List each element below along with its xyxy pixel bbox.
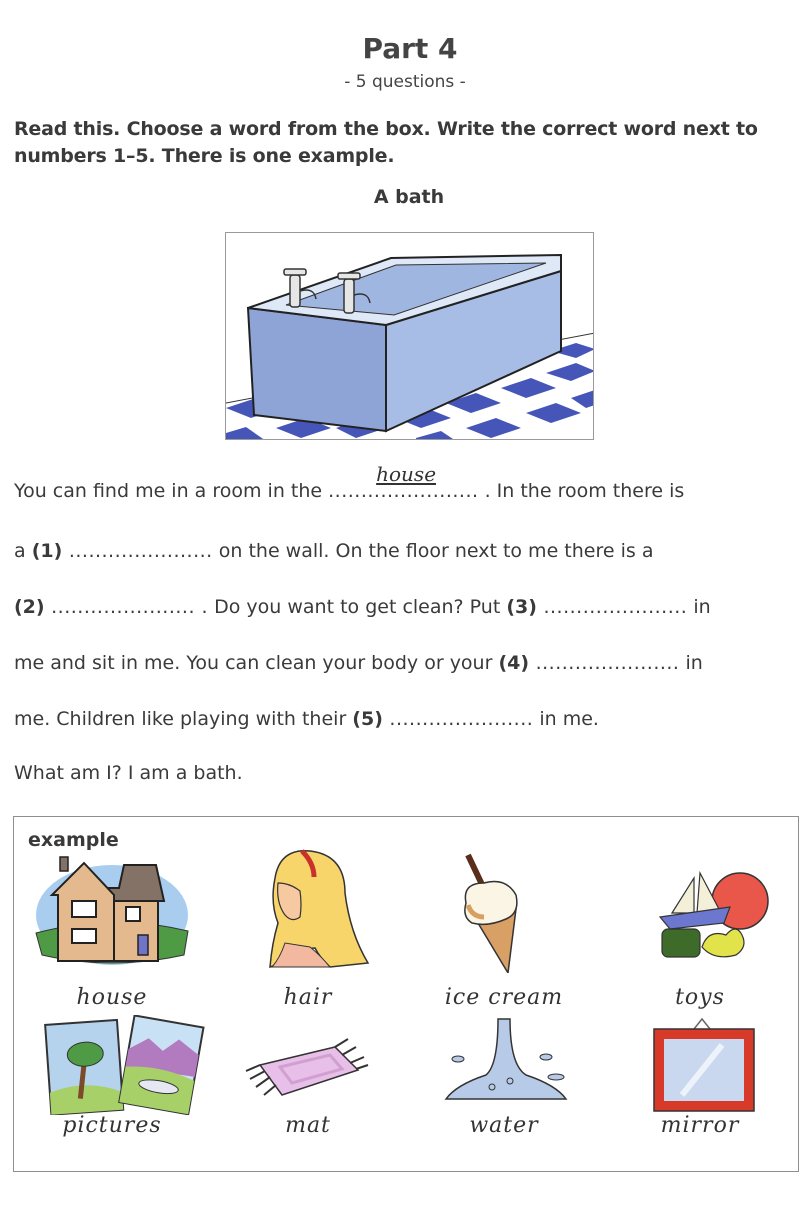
story-line-2: a (1) ...................... on the wall. On the floor next to me there is a	[14, 540, 654, 562]
word-label: ice cream	[444, 985, 564, 1010]
mirror-icon	[602, 1015, 798, 1115]
blank-number-2: (2)	[14, 596, 45, 618]
word-label: pictures	[62, 1113, 162, 1138]
toys-icon	[602, 843, 798, 973]
word-item-water	[406, 1015, 602, 1185]
mat-icon	[210, 1015, 406, 1115]
story-title: A bath	[373, 186, 445, 208]
example-label: example	[28, 829, 119, 851]
word-label: toys	[675, 985, 725, 1010]
part-title: Part 4	[362, 32, 458, 65]
part-subtitle: - 5 questions -	[344, 72, 466, 92]
blank-number-5: (5)	[352, 708, 383, 730]
word-label: mat	[285, 1113, 331, 1138]
word-label: house	[76, 985, 148, 1010]
blank-number-3: (3)	[506, 596, 537, 618]
blank-number-1: (1)	[31, 540, 63, 562]
blank-number-4: (4)	[498, 652, 530, 674]
bathtub-icon	[226, 233, 594, 440]
word-item-ice-cream	[406, 843, 602, 1013]
word-label: water	[469, 1113, 539, 1138]
pictures-icon	[14, 1015, 210, 1115]
word-label: mirror	[660, 1113, 740, 1138]
answer-blank-4[interactable]: ......................	[529, 652, 680, 674]
water-icon	[406, 1015, 602, 1115]
hair-icon	[210, 843, 406, 973]
house-icon	[14, 843, 210, 973]
answer-blank-1[interactable]: ......................	[62, 540, 213, 562]
word-label: hair	[283, 985, 333, 1010]
story-line-5: me. Children like playing with their (5) ...................... in me.	[14, 708, 599, 730]
word-item-house	[14, 843, 210, 1013]
story-line-6: What am I? I am a bath.	[14, 762, 243, 784]
word-item-pictures	[14, 1015, 210, 1185]
example-answer-blank: ....................... house	[328, 462, 479, 502]
example-answer: house	[376, 462, 437, 486]
ice-cream-icon	[406, 843, 602, 973]
story-line-4: me and sit in me. You can clean your body or your (4) ...................... in	[14, 652, 703, 674]
answer-blank-2[interactable]: ...................... .	[44, 596, 209, 618]
word-item-hair	[210, 843, 406, 1013]
story-line-3: (2) ...................... . Do you want to get clean? Put (3) ...................... in	[14, 596, 711, 618]
word-item-mirror	[602, 1015, 798, 1185]
word-item-mat	[210, 1015, 406, 1185]
word-box	[13, 816, 799, 1172]
word-item-toys	[602, 843, 798, 1013]
answer-blank-5[interactable]: ......................	[382, 708, 534, 730]
bathtub-illustration	[225, 232, 594, 440]
answer-blank-3[interactable]: ......................	[536, 596, 688, 618]
instructions: Read this. Choose a word from the box. Write the correct word next to numbers 1–5. There is one example.	[14, 118, 758, 167]
story-line-1: You can find me in a room in the ....................... house . In the room there is	[14, 462, 685, 502]
